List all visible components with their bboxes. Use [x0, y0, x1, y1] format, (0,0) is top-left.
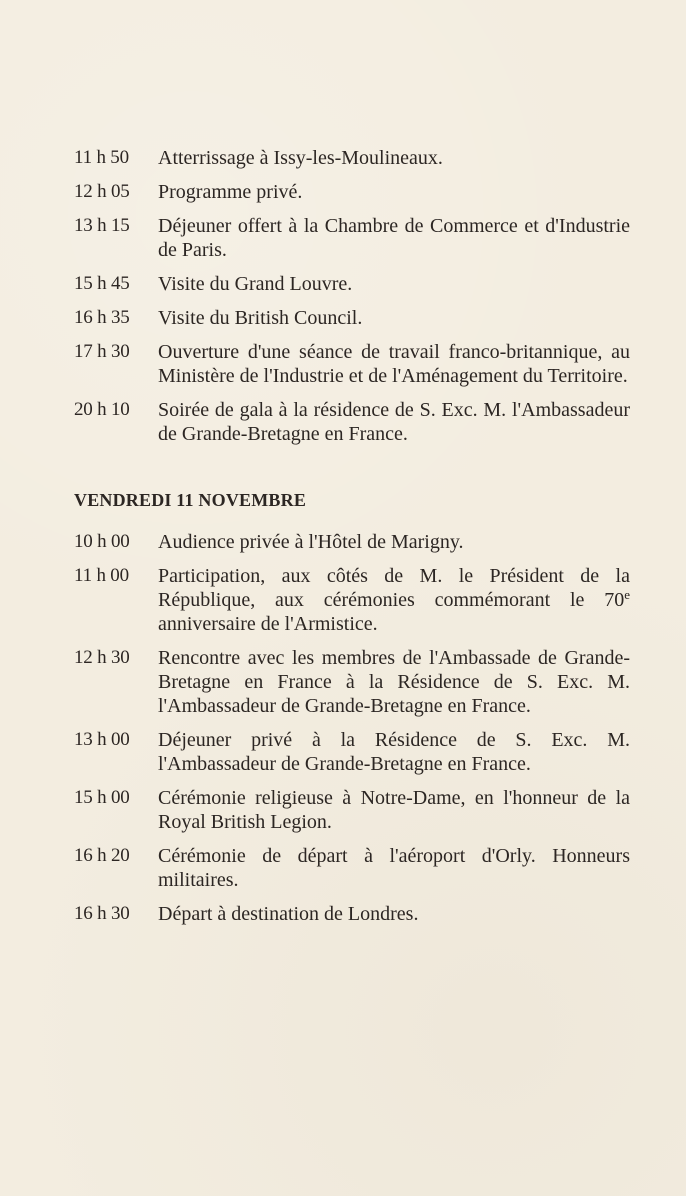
- schedule-entry: [74, 340, 630, 388]
- superscript: e: [624, 587, 630, 602]
- schedule-entry: [74, 646, 630, 718]
- entry-text: Rencontre avec les membres de l'Ambassade de Grande-Bretagne en France à la Résidence de S. Exc. M. l'Ambassadeur de Grande-Bretagne en France.: [158, 647, 630, 717]
- schedule-entry: [74, 214, 630, 262]
- entry-text: Atterrissage à Issy-les-Moulineaux.: [158, 147, 443, 169]
- schedule-entry: [74, 146, 630, 170]
- entry-time: 17 h 30: [74, 341, 130, 362]
- entry-text: Soirée de gala à la résidence de S. Exc. M. l'Ambassadeur de Grande-Bretagne en France.: [158, 399, 630, 445]
- entry-time: 15 h 45: [74, 273, 130, 294]
- entry-text: Programme privé.: [158, 181, 303, 203]
- entry-text: Visite du Grand Louvre.: [158, 273, 353, 295]
- entry-time: 10 h 00: [74, 531, 130, 552]
- entry-time: 12 h 30: [74, 647, 130, 668]
- entry-time: 15 h 00: [74, 787, 130, 808]
- entry-text: Déjeuner offert à la Chambre de Commerce et d'Industrie de Paris.: [158, 215, 630, 261]
- schedule-entry: [74, 180, 630, 204]
- schedule-entry: [74, 398, 630, 446]
- schedule-entry: [74, 306, 630, 330]
- entry-text-part: anniversaire de l'Armistice.: [158, 613, 378, 635]
- entry-time: 11 h 50: [74, 147, 129, 168]
- heading-spacer: [74, 512, 630, 530]
- entry-text: Cérémonie religieuse à Notre-Dame, en l'honneur de la Royal British Legion.: [158, 787, 630, 833]
- schedule-list-bottom: [74, 530, 630, 926]
- entry-time: 20 h 10: [74, 399, 130, 420]
- entry-text: [158, 564, 630, 636]
- day-block: [74, 488, 630, 926]
- entry-time: 16 h 35: [74, 307, 130, 328]
- entry-time: 16 h 20: [74, 845, 130, 866]
- schedule-entry: [74, 272, 630, 296]
- entry-time: 12 h 05: [74, 181, 130, 202]
- entry-text: Départ à destination de Londres.: [158, 903, 419, 925]
- entry-text: Audience privée à l'Hôtel de Marigny.: [158, 531, 464, 553]
- day-heading: VENDREDI 11 NOVEMBRE: [74, 490, 307, 510]
- entry-text: Cérémonie de départ à l'aéroport d'Orly. Honneurs militaires.: [158, 845, 630, 891]
- schedule-entry: [74, 728, 630, 776]
- entry-text: Ouverture d'une séance de travail franco-britannique, au Ministère de l'Industrie et de l'Aménagement du Territoire.: [158, 341, 630, 387]
- schedule-list-top: [74, 146, 630, 446]
- entry-time: 13 h 15: [74, 215, 130, 236]
- schedule-entry: [74, 786, 630, 834]
- entry-time: 16 h 30: [74, 903, 130, 924]
- entry-text-part: Participation, aux côtés de M. le Président de la République, aux cérémonies commémorant le 70: [158, 565, 630, 611]
- entry-text: Visite du British Council.: [158, 307, 363, 329]
- schedule-entry: [74, 530, 630, 554]
- schedule-content: [74, 146, 630, 926]
- section-spacer: [74, 446, 630, 488]
- schedule-entry: [74, 844, 630, 892]
- entry-time: 11 h 00: [74, 565, 129, 586]
- schedule-entry: [74, 902, 630, 926]
- schedule-entry: [74, 564, 630, 636]
- entry-time: 13 h 00: [74, 729, 130, 750]
- entry-text: Déjeuner privé à la Résidence de S. Exc. M. l'Ambassadeur de Grande-Bretagne en France.: [158, 729, 630, 775]
